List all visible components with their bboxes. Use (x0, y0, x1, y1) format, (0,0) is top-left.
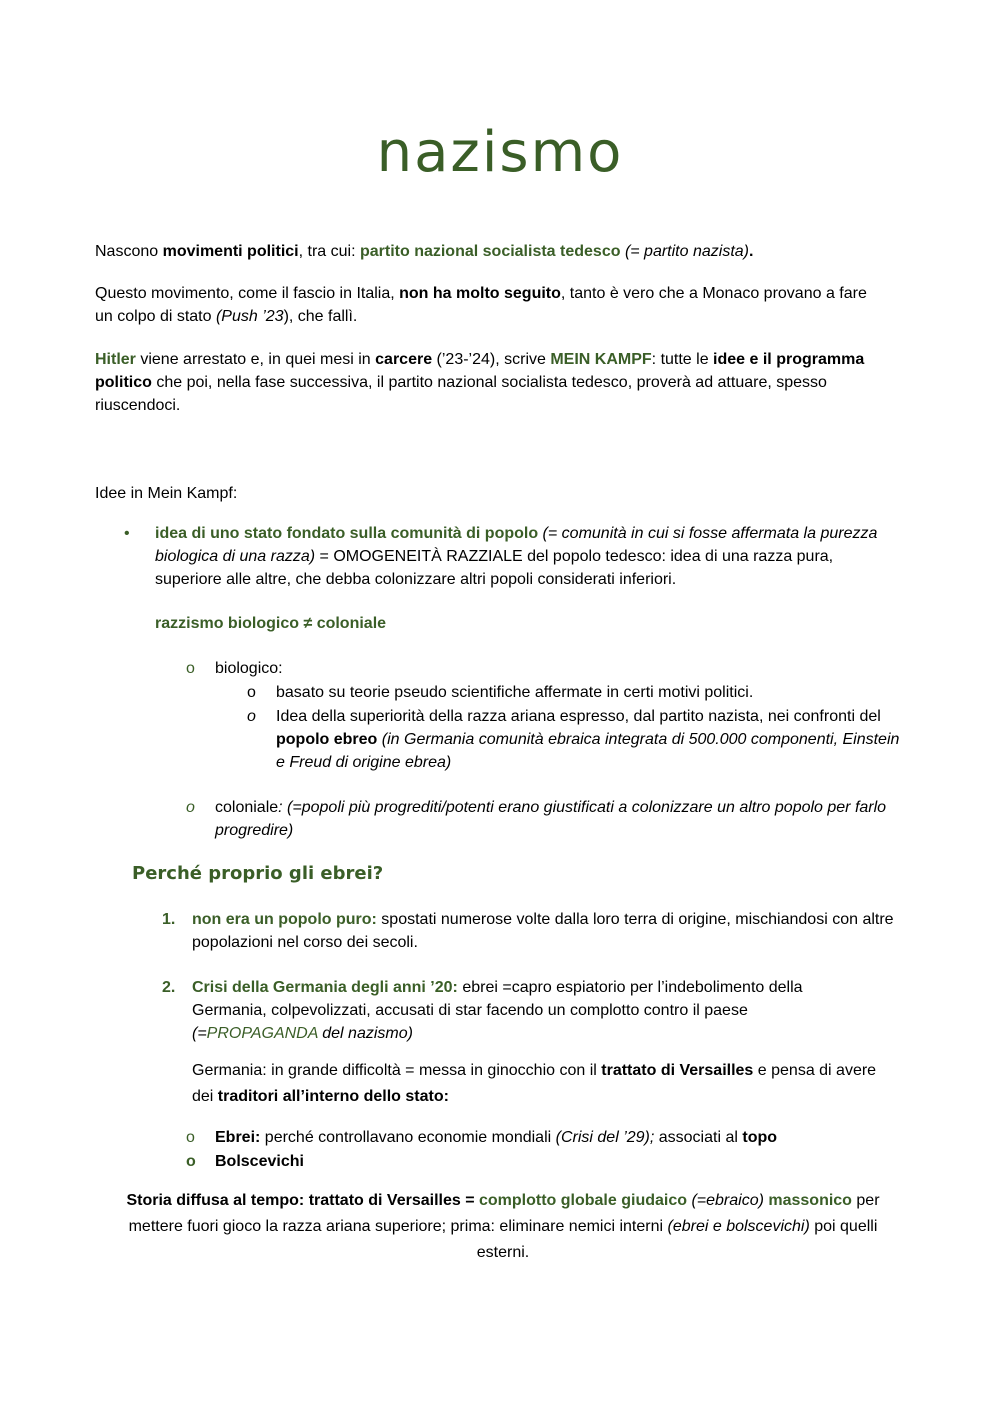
bullet-marker: o (186, 1153, 196, 1170)
reason-item (192, 976, 842, 1045)
italic-text: del nazismo) (317, 1025, 413, 1042)
bold-text: traditori all’interno dello stato: (217, 1088, 449, 1105)
traitor-item (215, 1126, 895, 1149)
italic-text: (in Germania comunità ebraica integrata di 500.000 componenti, Einstein e Freud di origine ebrea) (276, 731, 900, 771)
text: = OMOGENEITÀ RAZZIALE del popolo tedesco: idea di una razza pura, superiore alle altre, che debba colonizzare altri popoli considerati inferiori. (155, 548, 834, 588)
italic-text: : (=popoli più progrediti/potenti erano giustificati a colonizzare un altro popolo per farlo progredire) (215, 799, 887, 839)
text: (’23-’24), scrive (432, 351, 551, 368)
italic-text: (Crisi del ’29); (555, 1129, 655, 1146)
bio-sub-item: basato su teorie pseudo scientifiche affermate in certi motivi politici. (276, 684, 754, 701)
text: , tanto è vero che a Monaco provano a fare un colpo di stato (95, 285, 867, 325)
text: : tutte le (651, 351, 714, 368)
text: viene arrestato e, in quei mesi in (135, 351, 376, 368)
paragraph-movement (95, 282, 885, 328)
colonial-item (215, 796, 895, 842)
bold-text: Storia diffusa al tempo: trattato di Versailles = (126, 1192, 479, 1209)
italic-text: (= partito nazista) (624, 243, 749, 260)
bold-text: movimenti politici (162, 243, 299, 260)
text: Questo movimento, come il fascio in Italia, (95, 285, 400, 302)
story-paragraph (108, 1188, 898, 1266)
bullet-marker: • (124, 525, 130, 542)
text: spostati numerose volte dalla loro terra di origine, mischiandosi con altre popolazioni nel corso dei secoli. (192, 911, 894, 951)
bio-sub-item (276, 705, 900, 774)
paragraph-hitler (95, 348, 907, 417)
bold-text: idee e il programma politico (95, 351, 865, 391)
bio-label: biologico: (215, 660, 283, 677)
traitor-item: Bolscevichi (215, 1153, 304, 1170)
racism-heading: razzismo biologico ≠ coloniale (155, 615, 387, 632)
text: e pensa di avere dei (192, 1062, 877, 1105)
reason-item (192, 908, 900, 954)
bullet-marker: o (186, 1129, 195, 1146)
text: poi quelli esterni. (476, 1218, 878, 1261)
italic-text: (= (192, 1025, 207, 1042)
ideas-intro: Idee in Mein Kampf: (95, 485, 238, 502)
italic-text: (= comunità in cui si fosse affermata la purezza biologica di una razza) (155, 525, 878, 565)
italic-text: (=ebraico) (687, 1192, 764, 1209)
bold-text: carcere (375, 351, 433, 368)
paragraph-intro (95, 240, 905, 263)
highlight-text: massonico (763, 1192, 852, 1209)
text: Germania: in grande difficoltà = messa in ginocchio con il (192, 1062, 602, 1079)
highlight-text: idea di uno stato fondato sulla comunità di popolo (155, 525, 539, 542)
germany-paragraph (192, 1058, 882, 1110)
bold-text: topo (742, 1129, 778, 1146)
list-number: 2. (162, 979, 176, 996)
text: che poi, nella fase successiva, il partito nazional socialista tedesco, proverà ad attuare, spesso riuscendoci. (95, 374, 827, 414)
text: per mettere fuori gioco la razza ariana superiore; prima: eliminare nemici interni (128, 1192, 880, 1235)
highlight-text: Crisi della Germania degli anni ’20: (192, 979, 458, 996)
bold-text: . (749, 243, 754, 260)
italic-text: (ebrei e bolscevichi) (667, 1218, 810, 1235)
bold-text: Ebrei: (215, 1129, 261, 1146)
highlight-text: PROPAGANDA (206, 1025, 318, 1042)
text: ), che fallì. (283, 308, 358, 325)
bullet-marker: o (186, 660, 195, 677)
bold-text: non ha molto seguito (399, 285, 561, 302)
bullet-marker: o (247, 708, 256, 725)
italic-text: (Push ’23 (215, 308, 284, 325)
idea-item (155, 522, 900, 591)
section-heading: Perché proprio gli ebrei? (132, 863, 384, 884)
list-number: 1. (162, 911, 176, 928)
text: ebrei =capro espiatorio per l’indebolimento della Germania, colpevolizzati, accusati di star facendo un complotto contro il paese (192, 979, 803, 1019)
text: , tra cui: (298, 243, 360, 260)
highlight-text: MEIN KAMPF (550, 351, 652, 368)
bold-text: popolo ebreo (276, 731, 378, 748)
text: Idea della superiorità della razza ariana espresso, dal partito nazista, nei confronti del (276, 708, 881, 725)
text: Nascono (95, 243, 163, 260)
bullet-marker: o (186, 799, 195, 816)
text: coloniale (215, 799, 279, 816)
text: associati al (654, 1129, 743, 1146)
bold-text: trattato di Versailles (601, 1062, 754, 1079)
highlight-text: non era un popolo puro: (192, 911, 377, 928)
highlight-text: complotto globale giudaico (479, 1192, 687, 1209)
highlight-text: partito nazional socialista tedesco (359, 243, 621, 260)
text: perché controllavano economie mondiali (260, 1129, 556, 1146)
bullet-marker: o (247, 684, 256, 701)
highlight-text: Hitler (95, 351, 136, 368)
page-title: nazismo (376, 120, 624, 185)
